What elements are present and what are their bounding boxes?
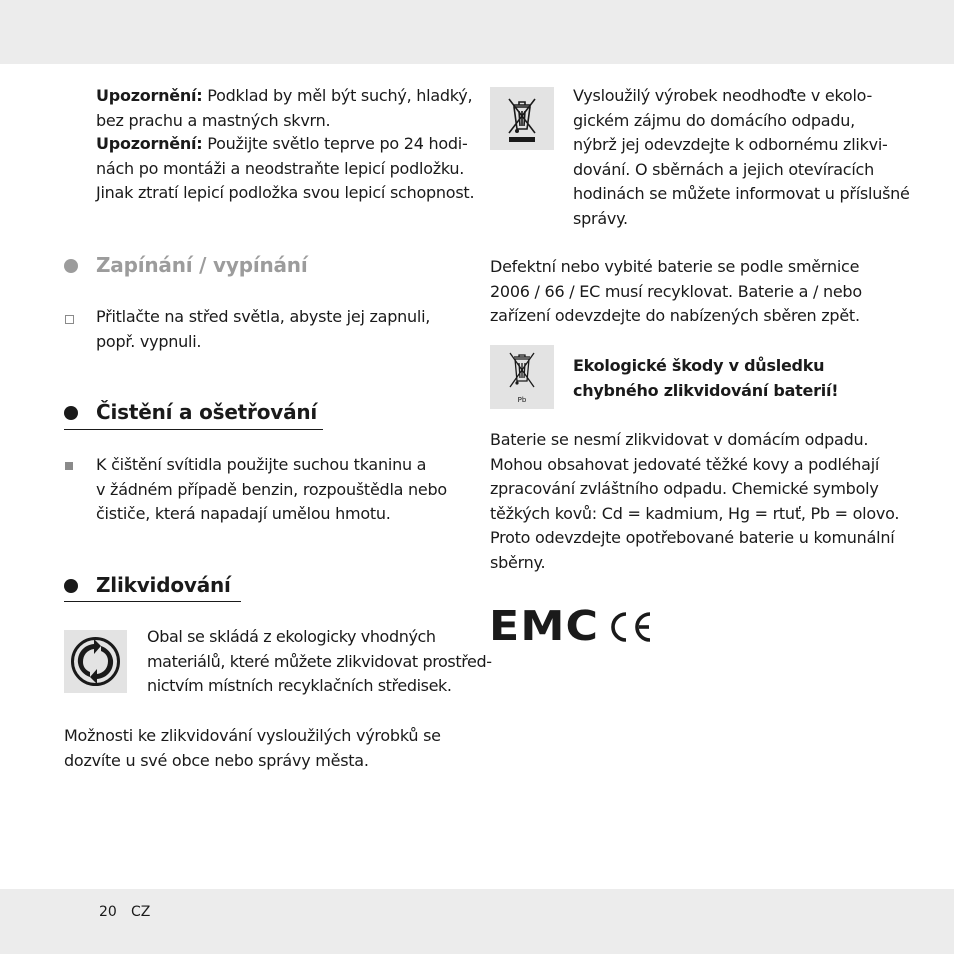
crossed-out-wheelie-bin-icon: [490, 87, 554, 150]
crossed-out-bin-pb-icon: [490, 345, 554, 409]
open-square-bullet-icon: [65, 315, 74, 324]
cleaning-section-title: Čistění a ošetřování: [96, 400, 318, 424]
switch-instruction: Přitlačte na střed světla, abyste jej zapnuli, popř. vypnuli.: [96, 307, 431, 351]
packaging-text: Obal se skládá z ekologicky vhodných materiálů, které můžete zlikvidovat prostřed- nictvím místních recyklačních středisek.: [147, 627, 492, 695]
footer-band: [0, 889, 954, 954]
language-code: CZ: [131, 904, 151, 920]
warning-2: Upozornění: Použijte světlo teprve po 24 hodi- nách po montáži a neodstraňte lepicí podložku. Jinak ztratí lepicí podložka svou lepicí schopnost.: [96, 134, 475, 202]
header-band: [0, 0, 954, 64]
emc-label: EMC: [489, 602, 600, 650]
page-number: 20: [99, 904, 117, 920]
cleaning-section-bullet-icon: [64, 406, 78, 420]
cleaning-section-underline: [64, 429, 323, 430]
battery-recycle-text: Defektní nebo vybité baterie se podle směrnice 2006 / 66 / EC musí recyklovat. Baterie a / nebo zařízení odevzdejte do nabízených sběren zpět.: [490, 257, 862, 325]
disposal-options-text: Možnosti ke zlikvidování vysloužilých výrobků se dozvíte u své obce nebo správy města.: [64, 726, 441, 770]
disposal-section-title: Zlikvidování: [96, 573, 231, 597]
cleaning-instruction: K čištění svítidla použijte suchou tkaninu a v žádném případě benzin, rozpouštědla nebo čističe, která napadají umělou hmotu.: [96, 455, 447, 523]
green-dot-recycling-icon: [64, 630, 127, 693]
switch-section-bullet-icon: [64, 259, 78, 273]
eco-damage-warning: Ekologické škody v důsledku chybného zlikvidování baterií!: [573, 356, 839, 400]
disposal-section-underline: [64, 601, 241, 602]
svg-text:Pb: Pb: [517, 396, 527, 404]
disposal-section-bullet-icon: [64, 579, 78, 593]
battery-info-text: Baterie se nesmí zlikvidovat v domácím odpadu. Mohou obsahovat jedovaté těžké kovy a podléhají zpracování zvláštního odpadu. Chemické symboly těžkých kovů: Cd = kadmium, Hg = rtuť, Pb = olovo. Proto odevzdejte opotřebované baterie u komunální sběrny.: [490, 430, 900, 572]
switch-section-title: Zapínání / vypínání: [96, 253, 308, 277]
filled-square-bullet-icon: [65, 462, 73, 470]
weee-text: Vysloužilý výrobek neodhoďte v ekolo- gickém zájmu do domácího odpadu, nýbrž jej odevzdejte k odbornému zlikvi- dování. O sběrnách a jejich otevíracích hodinách se můžete informovat u příslušné správy.: [573, 86, 910, 228]
warning-1: Upozornění: Podklad by měl být suchý, hladký, bez prachu a mastných skvrn.: [96, 86, 473, 130]
ce-mark-icon: [606, 610, 654, 644]
